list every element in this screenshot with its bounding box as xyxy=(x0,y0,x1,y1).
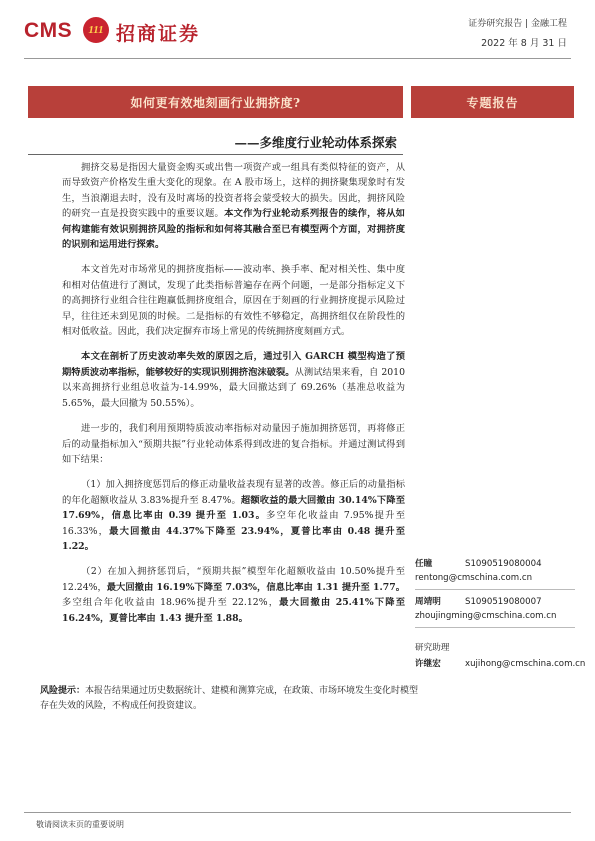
analyst-license: S1090519080004 xyxy=(465,559,542,569)
analyst-email: zhoujingming@cmschina.com.cn xyxy=(415,610,557,621)
report-tag-box xyxy=(411,86,574,118)
text-run: 从测试结果来看，自 2010 以来高拥挤行业组总收益为-14.99%，最大回撤达到了 69.26%（基准总收益为 5.65%，最大回撤为 50.55%）。 xyxy=(62,366,405,409)
analyst-license: S1090519080007 xyxy=(465,597,542,607)
analyst-row xyxy=(415,596,580,610)
paragraph xyxy=(62,349,405,411)
text-run: 多空组合年化收益由 18.96%提升至 22.12%， xyxy=(62,597,280,609)
company-logo xyxy=(24,14,224,46)
paragraph xyxy=(62,160,405,252)
report-title: 如何更有效地刻画行业拥挤度? xyxy=(130,96,301,110)
bold-run: 本文作为行业轮动系列报告的续作，将从如何构建能有效识别拥挤风险的指标和如何将其融合至已有模型两个方面，对拥挤度的识别和运用进行探索。 xyxy=(62,208,405,251)
bold-run: 最大回撤由 44.37%下降至 23.94%，夏普比率由 0.48 提升至 1.22。 xyxy=(62,525,405,552)
text-run: （1）加入拥挤度惩罚后的修正动量收益表现有显著的改善。修正后的动量指标的年化超额收益从 3.83%提升至 8.47%。 xyxy=(62,479,405,506)
analyst-panel xyxy=(415,558,586,671)
paragraph: 本文首先对市场常见的拥挤度指标——波动率、换手率、配对相关性、集中度和相对估值进行了测试，发现了此类指标普遍存在两个问题，一是部分指标定义下的高拥挤行业组合往往跑赢低拥挤度组合，原因在于刻画的行业拥挤度提示风险过早，往往还未到见顶的时候。二是指标的有效性不够稳定，高拥挤组仅在阶段性的相对低收益。因此，我们决定摒弃市场上常见的传统拥挤度刻画方式。 xyxy=(62,264,405,338)
bold-run: 最大回撤由 25.41%下降至 16.24%，夏普比率由 1.43 提升至 1.88。 xyxy=(62,597,406,624)
assistant-name: 许继宏 xyxy=(415,658,441,669)
paragraph xyxy=(62,564,405,626)
report-subtitle: ——多维度行业轮动体系探索 xyxy=(234,135,397,150)
paragraph: 进一步的，我们利用预期特质波动率指标对动量因子施加拥挤惩罚，再将修正后的动量指标加入“预期共振”行业轮动体系得到改进的复合指标。并通过测试得到如下结果： xyxy=(62,423,405,465)
assistant-email: xujihong@cmschina.com.cn xyxy=(465,658,586,669)
logo-badge-icon: 111 xyxy=(83,17,109,43)
analyst-divider xyxy=(415,589,575,590)
report-tag: 专题报告 xyxy=(466,96,519,110)
risk-warning xyxy=(40,684,420,714)
text-run: 多空年化收益由 7.95%提升至 16.33%， xyxy=(62,510,405,537)
logo-latin-text: CMS xyxy=(24,19,73,42)
footer-note: 敬请阅读末页的重要说明 xyxy=(36,820,124,829)
bold-run: 最大回撤由 16.19%下降至 7.03%，信息比率由 1.31 提升至 1.77。 xyxy=(106,581,405,593)
subtitle-divider xyxy=(28,154,403,155)
paragraph xyxy=(62,477,405,554)
title-band xyxy=(28,86,403,118)
analyst-name: 周靖明 xyxy=(415,597,441,607)
bold-run: 超额收益的最大回撤由 30.14%下降至 17.69%，信息比率由 0.39 提升至 1.03。 xyxy=(62,494,406,522)
text-run: 拥挤交易是指因大量资金购买或出售一项资产或一组具有类似特征的资产，从而导致资产价格发生重大变化的现象。在 A 股市场上，这样的拥挤聚集现象时有发生，当浪潮退去时，没有及时离场的投资者将会蒙受较大的损失。因此，拥挤风险的研究一直是投资实践中的重要议题。 xyxy=(62,162,405,220)
analyst-row xyxy=(415,558,580,572)
assistant-row xyxy=(415,658,586,672)
risk-text: 本报告结果通过历史数据统计、建模和测算完成，在政策、市场环境发生变化时模型存在失效的风险，不构成任何投资建议。 xyxy=(40,686,419,711)
analyst-name: 任瞳 xyxy=(415,559,433,569)
summary-body xyxy=(62,160,405,636)
bold-run: 本文在剖析了历史波动率失效的原因之后，通过引入 GARCH 模型构造了预期特质波动率指标，能够较好的实现识别拥挤泡沫破裂。 xyxy=(62,351,405,378)
analyst-email: rentong@cmschina.com.cn xyxy=(415,572,533,583)
risk-label: 风险提示： xyxy=(40,686,86,696)
report-date: 2022 年 8 月 31 日 xyxy=(481,38,567,49)
text-run: （2）在加入拥挤惩罚后，“预期共振”模型年化超额收益由 10.50%提升至 12.24%， xyxy=(62,566,405,593)
report-type: 证券研究报告 | 金融工程 xyxy=(468,19,567,29)
footer-divider xyxy=(24,812,571,813)
header-divider xyxy=(24,58,571,59)
analyst-divider xyxy=(415,627,575,628)
assistant-label: 研究助理 xyxy=(415,643,450,653)
logo-chinese-text: 招商证券 xyxy=(116,23,201,45)
